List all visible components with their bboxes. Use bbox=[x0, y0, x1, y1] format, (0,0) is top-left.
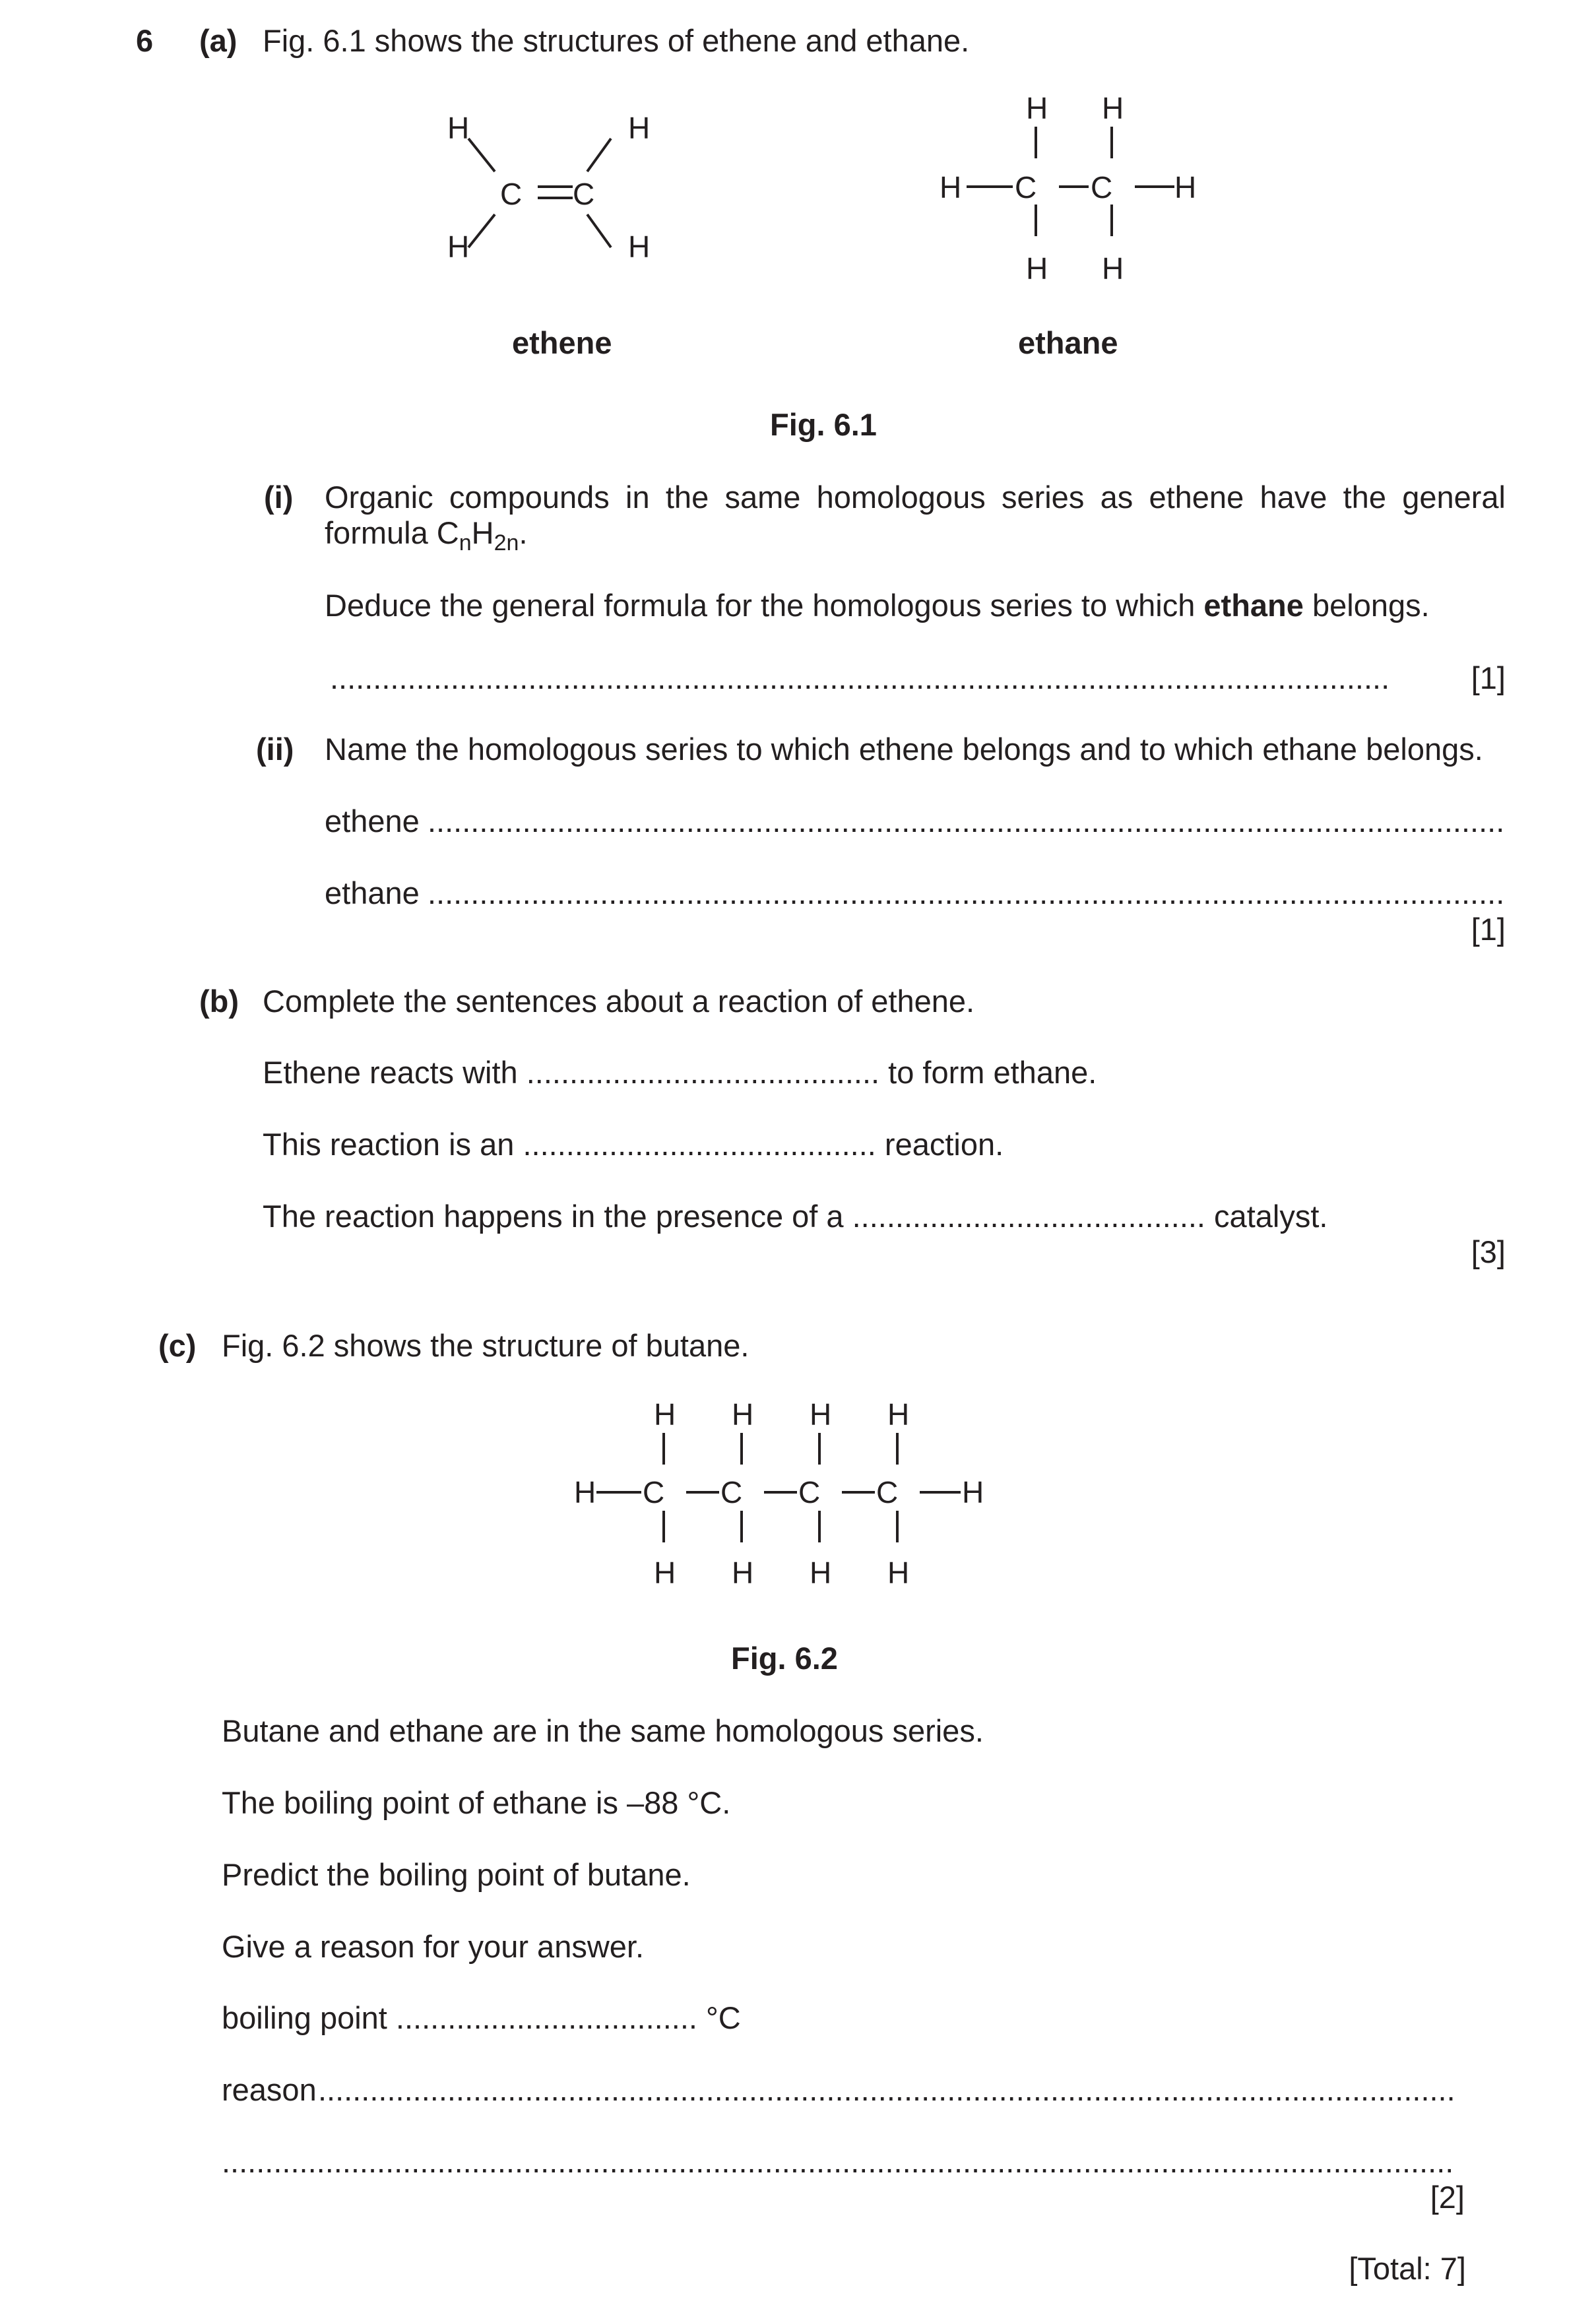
butane-h-right: H bbox=[962, 1475, 984, 1509]
ethane-name: ethane bbox=[1018, 325, 1118, 360]
part-c-line1: Butane and ethane are in the same homologous series. bbox=[222, 1713, 984, 1748]
ethene-h-top-left: H bbox=[447, 111, 470, 145]
ethane-h-left: H bbox=[940, 170, 962, 205]
part-c-label: (c) bbox=[158, 1328, 197, 1363]
butane-h-bottom-4: H bbox=[887, 1556, 910, 1590]
ethane-h-right: H bbox=[1174, 170, 1197, 205]
butane-c-1: C bbox=[643, 1475, 665, 1509]
reason-line-1[interactable]: .................................................................................................................................... bbox=[318, 2072, 1455, 2107]
part-a-label: (a) bbox=[199, 23, 238, 58]
ethane-c-2: C bbox=[1091, 170, 1113, 205]
butane-c-3: C bbox=[798, 1475, 821, 1509]
butane-h-top-4: H bbox=[887, 1397, 910, 1432]
ethene-h-bottom-right: H bbox=[628, 230, 651, 264]
reason-label: reason bbox=[222, 2072, 317, 2107]
ethane-structure bbox=[930, 86, 1207, 297]
sentence-3-blank[interactable]: ......................................... bbox=[843, 1199, 1205, 1234]
mark-b: [3] bbox=[1471, 1234, 1506, 1269]
butane-c-4: C bbox=[876, 1475, 899, 1509]
boiling-point-blank[interactable]: ................................... bbox=[387, 2000, 697, 2035]
ethene-structure bbox=[422, 99, 673, 270]
ethene-c-left: C bbox=[500, 177, 523, 211]
part-c-intro: Fig. 6.2 shows the structure of butane. bbox=[222, 1328, 750, 1363]
part-a-ii-label: (ii) bbox=[256, 732, 294, 767]
part-c-line2: The boiling point of ethane is –88 °C. bbox=[222, 1785, 731, 1820]
general-formula: formula $C_nH_{2n}$. bbox=[325, 515, 528, 555]
total-marks: [Total: 7] bbox=[1349, 2251, 1466, 2286]
butane-h-top-3: H bbox=[810, 1397, 832, 1432]
ethane-h-bottom-1: H bbox=[1026, 251, 1048, 286]
ethene-c-right: C bbox=[573, 177, 595, 211]
mark-c: [2] bbox=[1430, 2180, 1465, 2215]
fig-6-1-label: Fig. 6.1 bbox=[770, 407, 877, 442]
fig-6-2-label: Fig. 6.2 bbox=[731, 1641, 838, 1676]
ethane-h-top-2: H bbox=[1102, 91, 1124, 125]
sentence-2: This reaction is an ......................................... reaction. bbox=[263, 1127, 1004, 1162]
boiling-point-row: boiling point ................................... °C bbox=[222, 2000, 741, 2035]
sentence-2-blank[interactable]: ......................................... bbox=[514, 1127, 876, 1162]
ethane-c-1: C bbox=[1015, 170, 1037, 205]
ethene-h-bottom-left: H bbox=[447, 230, 470, 264]
question-number: 6 bbox=[136, 23, 154, 58]
sentence-1-blank[interactable]: ......................................... bbox=[517, 1055, 880, 1090]
ethane-h-bottom-2: H bbox=[1102, 251, 1124, 286]
sentence-3: The reaction happens in the presence of a ......................................... catalyst. bbox=[263, 1199, 1328, 1234]
part-c-line3: Predict the boiling point of butane. bbox=[222, 1857, 691, 1892]
butane-h-bottom-3: H bbox=[810, 1556, 832, 1590]
butane-c-2: C bbox=[720, 1475, 743, 1509]
butane-h-bottom-2: H bbox=[732, 1556, 754, 1590]
part-b-intro: Complete the sentences about a reaction of ethene. bbox=[263, 984, 975, 1019]
ethane-answer-line[interactable]: ............................................................................................................................. bbox=[428, 875, 1505, 910]
part-c-line4: Give a reason for your answer. bbox=[222, 1929, 645, 1964]
mark-ii: [1] bbox=[1471, 912, 1506, 947]
ethane-h-top-1: H bbox=[1026, 91, 1048, 125]
sentence-1: Ethene reacts with ......................................... to form ethane. bbox=[263, 1055, 1097, 1090]
ethane-answer-label: ethane bbox=[325, 875, 420, 910]
ethene-name: ethene bbox=[512, 325, 612, 360]
ethene-h-top-right: H bbox=[628, 111, 651, 145]
ethene-answer-label: ethene bbox=[325, 804, 420, 838]
part-a-i-line1: Organic compounds in the same homologous series as ethene have the general bbox=[325, 480, 1506, 515]
part-a-i-label: (i) bbox=[264, 480, 294, 515]
butane-h-left: H bbox=[574, 1475, 596, 1509]
answer-line-i[interactable]: ........................................................................................................................... bbox=[330, 660, 1390, 695]
ethene-answer-line[interactable]: ............................................................................................................................. bbox=[428, 804, 1505, 838]
mark-i: [1] bbox=[1471, 660, 1506, 695]
butane-h-top-2: H bbox=[732, 1397, 754, 1432]
butane-structure bbox=[567, 1392, 1003, 1603]
part-a-ii-prompt: Name the homologous series to which ethene belongs and to which ethane belongs. bbox=[325, 732, 1483, 767]
part-b-label: (b) bbox=[199, 984, 239, 1019]
reason-line-2[interactable]: ............................................................................................................................................... bbox=[222, 2144, 1454, 2179]
butane-h-top-1: H bbox=[654, 1397, 676, 1432]
butane-h-bottom-1: H bbox=[654, 1556, 676, 1590]
deduce-prompt: Deduce the general formula for the homologous series to which ethane belongs. bbox=[325, 588, 1430, 623]
part-a-intro: Fig. 6.1 shows the structures of ethene and ethane. bbox=[263, 23, 970, 58]
